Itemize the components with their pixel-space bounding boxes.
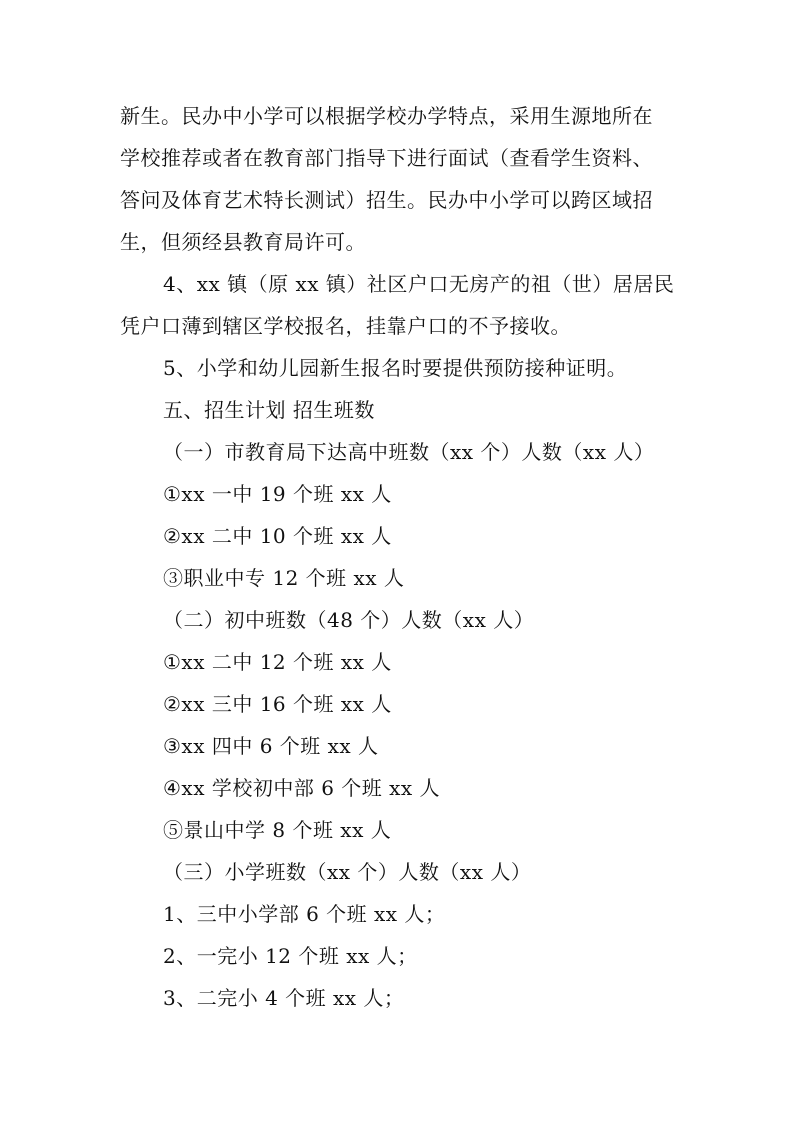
middle-school-item-5: ⑤景山中学 8 个班 xx 人 bbox=[163, 818, 392, 842]
item-4-line-2: 凭户口薄到辖区学校报名，挂靠户口的不予接收。 bbox=[120, 314, 571, 338]
middle-school-item-1: ①xx 二中 12 个班 xx 人 bbox=[163, 650, 392, 674]
section-heading-5: 五、招生计划 招生班数 bbox=[163, 398, 375, 422]
middle-school-item-4: ④xx 学校初中部 6 个班 xx 人 bbox=[163, 776, 441, 800]
subsection-high-school: （一）市教育局下达高中班数（xx 个）人数（xx 人） bbox=[163, 440, 655, 464]
high-school-item-2: ②xx 二中 10 个班 xx 人 bbox=[163, 524, 392, 548]
paragraph-line-1: 新生。民办中小学可以根据学校办学特点，采用生源地所在 bbox=[120, 104, 653, 128]
middle-school-item-2: ②xx 三中 16 个班 xx 人 bbox=[163, 692, 392, 716]
primary-school-item-2: 2、一完小 12 个班 xx 人； bbox=[163, 944, 418, 968]
primary-school-item-1: 1、三中小学部 6 个班 xx 人； bbox=[163, 902, 446, 926]
paragraph-line-3: 答问及体育艺术特长测试）招生。民办中小学可以跨区域招 bbox=[120, 188, 653, 212]
subsection-primary-school: （三）小学班数（xx 个）人数（xx 人） bbox=[163, 860, 532, 884]
middle-school-item-3: ③xx 四中 6 个班 xx 人 bbox=[163, 734, 379, 758]
high-school-item-1: ①xx 一中 19 个班 xx 人 bbox=[163, 482, 392, 506]
item-5: 5、小学和幼儿园新生报名时要提供预防接种证明。 bbox=[163, 356, 628, 380]
subsection-middle-school: （二）初中班数（48 个）人数（xx 人） bbox=[163, 608, 535, 632]
item-4-line-1: 4、xx 镇（原 xx 镇）社区户口无房产的祖（世）居居民 bbox=[163, 272, 675, 296]
paragraph-line-4: 生，但须经县教育局许可。 bbox=[120, 230, 366, 254]
high-school-item-3: ③职业中专 12 个班 xx 人 bbox=[163, 566, 405, 590]
primary-school-item-3: 3、二完小 4 个班 xx 人； bbox=[163, 986, 405, 1010]
paragraph-line-2: 学校推荐或者在教育部门指导下进行面试（查看学生资料、 bbox=[120, 146, 653, 170]
